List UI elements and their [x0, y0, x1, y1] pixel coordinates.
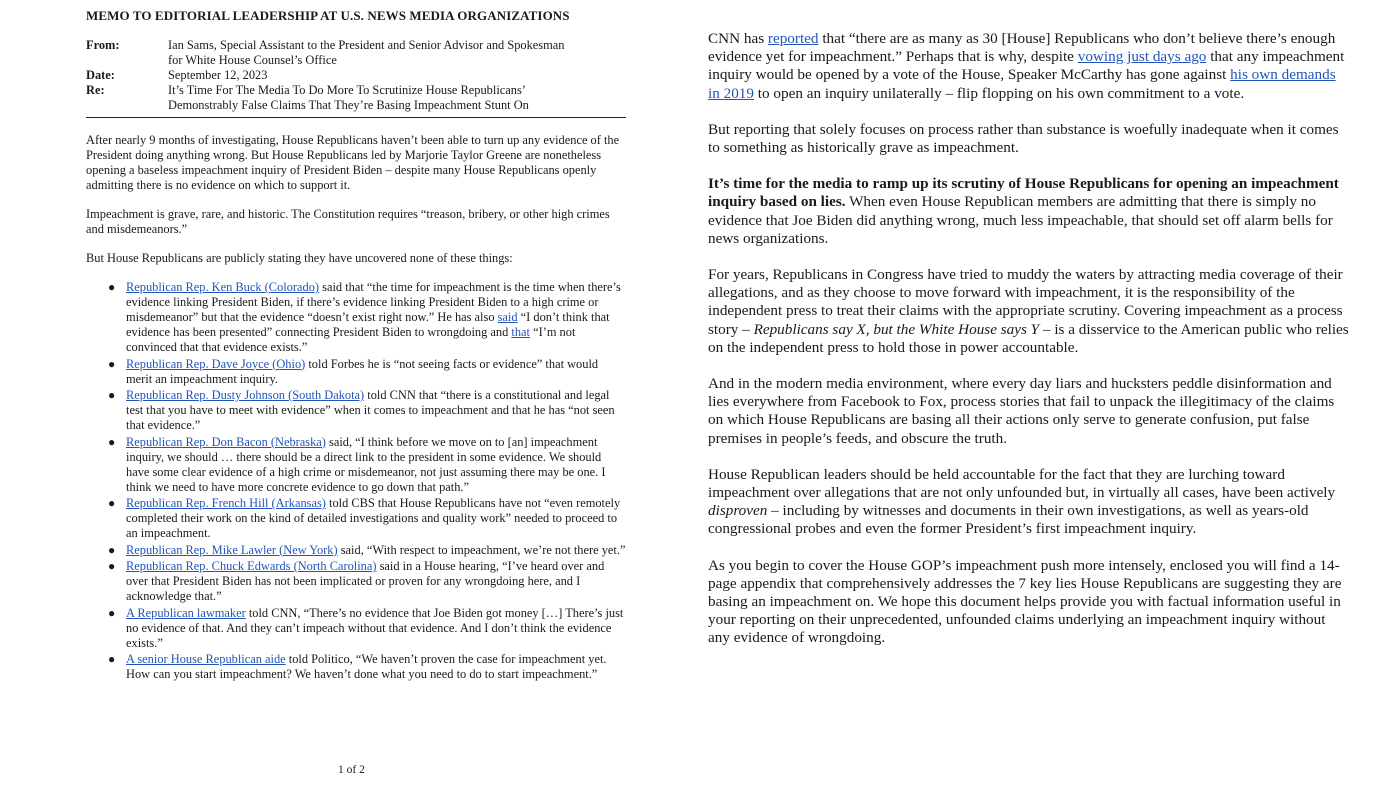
list-item — [108, 559, 626, 604]
paragraph-intro: After nearly 9 months of investigating, House Republicans haven’t been able to turn up any evidence of the President doing anything wrong. But House Republicans led by Marjorie Taylor Greene are nonetheless opening a baseless impeachment inquiry of President Biden – despite many House Republicans openly admitting there is no evidence on which to support it. — [86, 133, 620, 192]
header-date-line-1: September 12, 2023 — [168, 68, 268, 82]
paragraph — [708, 175, 1350, 248]
bullet-icon: ● — [108, 559, 116, 573]
list-item — [108, 434, 626, 495]
quote-text: said that “the time for impeachment is the time when there’s evidence linking President Biden, if there’s evidence linking President Biden to a high crime or misdemeanor” but that the evidence “doesn’t exist right now.” He has also — [126, 280, 621, 324]
bullet-icon: ● — [108, 356, 116, 371]
paragraph-bullets-intro: But House Republicans are publicly stating they have uncovered none of these things: — [86, 251, 513, 265]
bullet-icon: ● — [108, 280, 116, 294]
paragraph — [708, 557, 1350, 648]
source-link[interactable]: vowing just days ago — [1077, 48, 1207, 66]
quote-text: told CNN, “There’s no evidence that Joe Biden got money […] There’s just no evidence of that. And they can’t impeach without that evidence. And I don’t think the evidence exists.” — [126, 605, 624, 650]
body-text: But reporting that solely focuses on process rather than substance is woefully inadequate when it comes to something as historically grave as impeachment. — [708, 120, 1339, 157]
quote-text: “I don’t think that evidence has been presented” connecting President Biden to wrongdoing and — [126, 310, 610, 339]
body-text: House Republican leaders should be held accountable for the fact that they are lurching toward impeachment over allegations that are not only unfounded but, in virtually all cases, have been actively — [708, 465, 1336, 502]
bullet-icon: ● — [108, 652, 116, 666]
memo-body-left — [86, 133, 626, 684]
paragraph — [708, 30, 1350, 103]
quote-text: told CNN that “there is a constitutional and legal test that you have to meet with evidence” when it comes to impeachment and that he has “not seen that evidence.” — [126, 388, 615, 432]
body-text: that any impeachment inquiry would be opened by a vote of the House, Speaker McCarthy has gone against — [708, 48, 1345, 84]
source-link[interactable]: Republican Rep. Don Bacon (Nebraska) — [126, 434, 326, 449]
quote-text: told CBS that House Republicans have not “even remotely completed their work on the kind of detailed investigations and quality work” needed to proceed to an impeachment. — [126, 496, 621, 540]
paragraph — [708, 466, 1350, 539]
header-from-row — [86, 38, 626, 68]
bullet-icon: ● — [108, 434, 116, 449]
body-text: – including by witnesses and documents in their own investigations, as well as years-old congressional probes and even the former President’s first impeachment inquiry. — [708, 502, 1309, 538]
source-link[interactable]: that — [511, 325, 530, 339]
paragraph — [708, 266, 1350, 357]
quote-text: said in a House hearing, “I’ve heard over and over that President Biden has not been implicated or proven for any wrongdoing here, and I acknowledge that.” — [126, 559, 605, 603]
quote-text: said, “I think before we move on to [an] impeachment inquiry, we should … there should be a direct link to the president in some evidence. We should have some clear evidence of a high crime or misdemeanor, not just assuming there may be one. I think we need to have more concrete evidence to go down that path.” — [126, 434, 606, 494]
header-re-row — [86, 83, 626, 113]
list-item — [108, 280, 626, 355]
body-text: For years, Republicans in Congress have tried to muddy the waters by attracting media coverage of their allegations, and as they choose to move forward with impeachment, it is the responsibility of the independent press to treat their claims with the appropriate scrutiny. Covering impeachment as a process story – — [708, 266, 1343, 338]
header-from-line-2: for White House Counsel’s Office — [168, 53, 337, 67]
source-link[interactable]: Republican Rep. Dave Joyce (Ohio) — [126, 356, 306, 371]
bullet-icon: ● — [108, 605, 116, 620]
quote-text: told Politico, “We haven’t proven the case for impeachment yet. How can you start impeachment? We haven’t done what you need to do to start impeachment.” — [126, 652, 607, 681]
bullet-icon: ● — [108, 542, 116, 557]
source-link[interactable]: his own demands in 2019 — [708, 66, 1336, 102]
header-divider — [86, 117, 626, 118]
list-item — [108, 542, 626, 558]
header-date-row — [86, 68, 626, 83]
source-link[interactable]: Republican Rep. Dusty Johnson (South Dakota) — [126, 388, 365, 402]
source-link[interactable]: Republican Rep. Ken Buck (Colorado) — [126, 280, 320, 294]
source-link[interactable]: A Republican lawmaker — [126, 605, 246, 620]
paragraph — [708, 375, 1350, 448]
quote-text: “I’m not convinced that that evidence exists.” — [126, 325, 576, 354]
bullet-icon: ● — [108, 496, 116, 510]
header-re-line-2: Demonstrably False Claims That They’re Basing Impeachment Stunt On — [168, 98, 529, 112]
bold-lead-sentence: It’s time for the media to ramp up its scrutiny of House Republicans for opening an impeachment inquiry based on lies. — [708, 175, 1339, 211]
source-link[interactable]: Republican Rep. French Hill (Arkansas) — [126, 496, 326, 510]
page-number: 1 of 2 — [338, 764, 365, 776]
bullet-icon: ● — [108, 388, 116, 402]
memo-page-2 — [700, 0, 1400, 786]
memo-body-right — [708, 30, 1350, 666]
list-item — [108, 388, 626, 433]
paragraph — [708, 121, 1350, 157]
source-link[interactable]: Republican Rep. Chuck Edwards (North Carolina) — [126, 559, 377, 573]
source-link[interactable]: A senior House Republican aide — [126, 652, 286, 666]
body-text: – is a disservice to the American public who relies on the independent press to hold those in power accountable. — [708, 320, 1349, 356]
body-text: that “there are as many as 30 [House] Republicans who don’t believe there’s enough evidence yet for impeachment.” Perhaps that is why, despite — [708, 30, 1336, 66]
body-text: to open an inquiry unilaterally – flip flopping on his own commitment to a vote. — [754, 84, 1245, 102]
memo-header — [86, 38, 626, 113]
source-link[interactable]: said — [497, 310, 518, 324]
quote-text: said, “With respect to impeachment, we’re not there yet.” — [337, 542, 626, 557]
memo-title: MEMO TO EDITORIAL LEADERSHIP AT U.S. NEWS MEDIA ORGANIZATIONS — [86, 8, 570, 23]
source-link[interactable]: Republican Rep. Mike Lawler (New York) — [126, 542, 338, 557]
list-item — [108, 652, 626, 682]
list-item — [108, 356, 626, 387]
paragraph-constitution: Impeachment is grave, rare, and historic. The Constitution requires “treason, bribery, or other high crimes and misdemeanors.” — [86, 207, 610, 236]
header-from-label: From: — [86, 38, 120, 52]
header-from-line-1: Ian Sams, Special Assistant to the President and Senior Advisor and Spokesman — [168, 38, 565, 52]
italic-text: Republicans say X, but the White House says Y — [753, 320, 1040, 338]
italic-text: disproven — [708, 502, 768, 520]
republican-quotes-list — [86, 280, 626, 682]
quote-text: told Forbes he is “not seeing facts or evidence” that would merit an impeachment inquiry. — [126, 356, 599, 386]
header-date-value — [168, 68, 626, 83]
header-re-line-1: It’s Time For The Media To Do More To Scrutinize House Republicans’ — [168, 83, 526, 97]
header-from-value — [168, 38, 626, 68]
body-text: CNN has — [708, 30, 768, 47]
source-link[interactable]: reported — [767, 30, 819, 47]
body-text: As you begin to cover the House GOP’s impeachment push more intensely, enclosed you will find a 14-page appendix that comprehensively addresses the 7 key lies House Republicans are suggesting they are basing an impeachment on. We hope this document helps provide you with factual information useful in your reporting on their unprecedented, unfounded claims underlying an impeachment inquiry without any evidence of wrongdoing. — [708, 556, 1342, 647]
header-date-label: Date: — [86, 68, 115, 82]
body-text: When even House Republican members are admitting that there is simply no evidence that Joe Biden did anything wrong, much less impeachable, that should set off alarm bells for news organizations. — [708, 193, 1333, 247]
header-re-label: Re: — [86, 83, 105, 97]
list-item — [108, 496, 626, 541]
header-re-value — [168, 83, 626, 113]
list-item — [108, 605, 626, 651]
body-text: And in the modern media environment, where every day liars and hucksters peddle disinformation and lies everywhere from Facebook to Fox, process stories that fail to unpack the illegitimacy of the claims on which House Republicans are basing all their actions only serve to generate confusion, put false premises in people’s feeds, and obscure the truth. — [708, 375, 1335, 447]
